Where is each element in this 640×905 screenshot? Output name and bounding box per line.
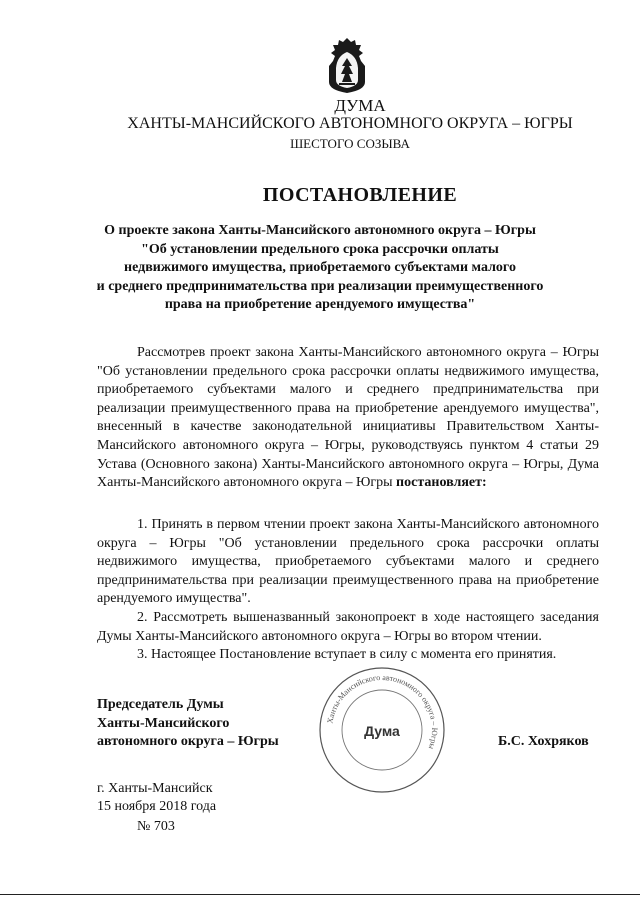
preamble-body: Рассмотрев проект закона Ханты-Мансийского автономного округа – Югры "Об установлении предельного срока рассрочки оплаты недвижимого имущества, приобретаемого субъектами малого и среднего предпринимательства при реализации преимущественного права на приобретение арендуемого имущества", внесенный в качестве законодательной инициативы Правительством Ханты-Мансийского автономного округа – Югры, руководствуясь пунктом 4 статьи 29 Устава (Основного закона) Ханты-Мансийского автономного округа – Югры, Дума Ханты-Мансийского автономного округа – Югры [97, 345, 599, 491]
resolution-item-2: 2. Рассмотреть вышеназванный законопроект в ходе настоящего заседания Думы Ханты-Мансийского автономного округа – Югры во втором чтении. [97, 609, 599, 644]
preamble-paragraph [97, 344, 599, 493]
official-stamp [316, 664, 448, 796]
resolution-item-3: 3. Настоящее Постановление вступает в силу с момента его принятия. [137, 647, 557, 663]
resolution-item-1: 1. Принять в первом чтении проект закона Ханты-Мансийского автономного округа – Югры "Об установлении предельного срока рассрочки оплаты недвижимого имущества, приобретаемого субъектами малого и среднего предпринимательства при реализации преимущественного права на приобретение арендуемого имущества". [97, 517, 599, 607]
document-type-title: ПОСТАНОВЛЕНИЕ [262, 184, 458, 206]
position-line: автономного округа – Югры [97, 734, 279, 750]
preamble-text [97, 344, 599, 493]
stamp-center-text: Дума [364, 723, 400, 739]
coat-of-arms-emblem [325, 36, 369, 94]
stamp-ring-text: Ханты-Мансийского автономного округа – Югры [325, 672, 440, 751]
subject-line: "Об установлении предельного срока рассрочки оплаты [141, 241, 499, 257]
subject-line: недвижимого имущества, приобретаемого субъектами малого [124, 260, 516, 276]
subject-line: права на приобретение арендуемого имущества" [164, 297, 476, 313]
place-of-issue: г. Ханты-Мансийск [97, 781, 213, 796]
document-subject [40, 222, 600, 315]
signatory-name: Б.С. Хохряков [498, 734, 589, 749]
subject-line: и среднего предпринимательства при реализации преимущественного [96, 278, 544, 294]
org-name: ДУМА [334, 96, 386, 115]
issue-date: 15 ноября 2018 года [97, 799, 217, 814]
resolves-word: постановляет: [396, 475, 487, 491]
resolution-items [97, 516, 599, 665]
document-number: № 703 [137, 819, 175, 834]
subject-line: О проекте закона Ханты-Мансийского автономного округа – Югры [104, 223, 536, 238]
region-name: ХАНТЫ-МАНСИЙСКОГО АВТОНОМНОГО ОКРУГА – ЮГРЫ [127, 115, 573, 132]
convocation: ШЕСТОГО СОЗЫВА [290, 136, 410, 151]
position-line: Председатель Думы [97, 697, 224, 712]
signatory-position [97, 696, 279, 752]
scan-edge-line [0, 894, 640, 895]
position-line: Ханты-Мансийского [97, 715, 230, 731]
